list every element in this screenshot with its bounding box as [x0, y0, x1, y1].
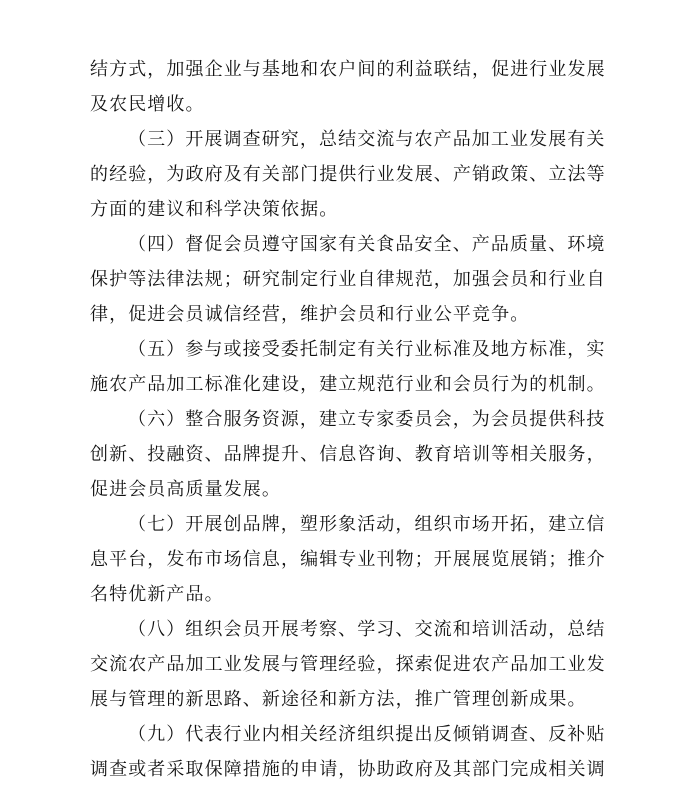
- text-line: 创新、投融资、品牌提升、信息咨询、教育培训等相关服务，: [90, 444, 606, 465]
- text-line: （五）参与或接受委托制定有关行业标准及地方标准，实: [128, 339, 606, 360]
- text-line: （四）督促会员遵守国家有关食品安全、产品质量、环境: [128, 234, 606, 255]
- text-line: 调查或者采取保障措施的申请，协助政府及其部门完成相关调: [90, 759, 606, 780]
- text-line: 结方式，加强企业与基地和农户间的利益联结，促进行业发展: [90, 59, 606, 80]
- text-line: 律，促进会员诚信经营，维护会员和行业公平竞争。: [90, 304, 530, 325]
- text-line: （三）开展调查研究，总结交流与农产品加工业发展有关: [128, 129, 606, 150]
- text-line: 方面的建议和科学决策依据。: [90, 199, 339, 220]
- text-line: 的经验，为政府及有关部门提供行业发展、产销政策、立法等: [90, 164, 606, 185]
- text-line: 交流农产品加工业发展与管理经验，探索促进农产品加工业发: [90, 654, 606, 675]
- text-line: 保护等法律法规；研究制定行业自律规范，加强会员和行业自: [90, 269, 606, 290]
- text-line: （八）组织会员开展考察、学习、交流和培训活动，总结: [128, 619, 606, 640]
- text-line: 施农产品加工标准化建设，建立规范行业和会员行为的机制。: [90, 374, 606, 395]
- text-line: （九）代表行业内相关经济组织提出反倾销调查、反补贴: [128, 724, 606, 745]
- text-line: 名特优新产品。: [90, 584, 224, 605]
- text-line: 展与管理的新思路、新途径和新方法，推广管理创新成果。: [90, 689, 587, 710]
- document-body: [90, 52, 608, 787]
- text-line: 及农民增收。: [90, 94, 205, 115]
- text-line: 息平台，发布市场信息，编辑专业刊物；开展展览展销；推介: [90, 549, 606, 570]
- text-line: （七）开展创品牌，塑形象活动，组织市场开拓，建立信: [128, 514, 606, 535]
- text-line: 促进会员高质量发展。: [90, 479, 281, 500]
- text-line: （六）整合服务资源，建立专家委员会，为会员提供科技: [128, 409, 606, 430]
